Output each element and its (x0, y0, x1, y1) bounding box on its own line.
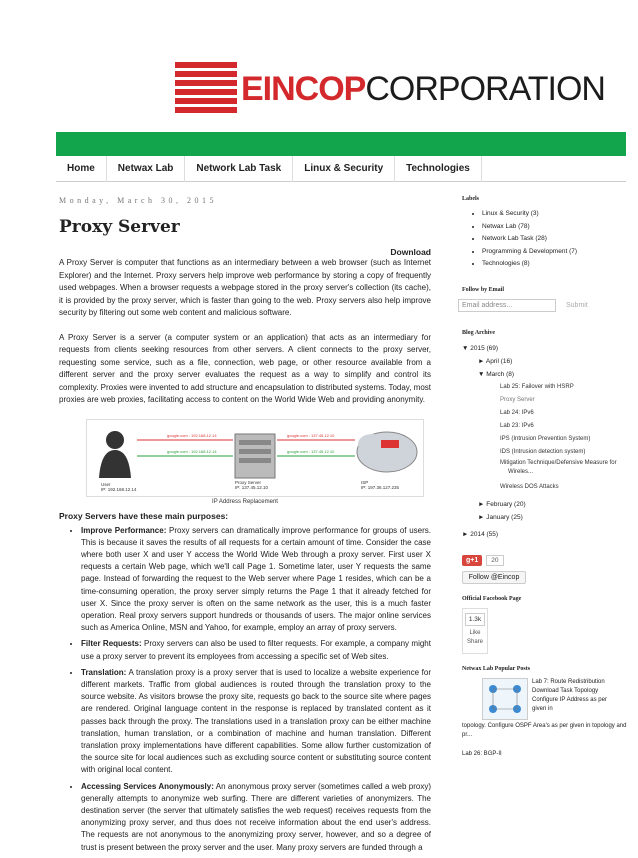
proxy-label: Proxy Server (235, 479, 262, 485)
user-icon (99, 431, 131, 478)
proxy-server-icon (235, 434, 275, 478)
google-plus-count: 20 (486, 555, 503, 566)
archive-post-link[interactable]: IPS (Intrusion Prevention System) (500, 435, 591, 442)
facebook-heading: Official Facebook Page (462, 595, 522, 602)
response-label-1: google.com : 192.168.12.14 (167, 448, 217, 454)
list-item (81, 667, 431, 777)
response-label-2: google.com : 137.45.12.10 (287, 448, 335, 454)
label-link[interactable]: • Network Lab Task (28) (482, 233, 632, 246)
facebook-like-button[interactable]: Like (469, 629, 481, 636)
nav-netwax-lab[interactable]: Netwax Lab (107, 156, 186, 182)
sidebar (462, 196, 632, 759)
nav-network-lab-task[interactable]: Network Lab Task (185, 156, 293, 182)
email-subscribe (458, 299, 632, 312)
popular-post-title[interactable]: Lab 26: BGP-II (462, 750, 502, 757)
labels-list (482, 208, 632, 271)
list-item (81, 638, 431, 662)
item-text: Proxy servers can dramatically improve performance for groups of users. This is because it saves the results of all requests for a certain amount of time. Consider the case where both user X and user Y access the World Wide Web through a proxy server. First user X requests a certain Web page, which we'll call Page 1. Sometime later, user Y requests the same page. Instead of forwarding the request to the Web server where Page 1 resides, which can be a time-consuming operation, the proxy server simply returns the Page 1 that it already fetched for user X. Since the proxy server is often on the same network as the user, this is a much faster operation. Real proxy servers support hundreds or thousands of users. The major online services such as America Online, MSN and Yahoo, for example, employ an array of proxy servers. (81, 525, 431, 633)
proxy-diagram (86, 419, 424, 497)
label-link[interactable]: • Netwax Lab (78) (482, 221, 632, 234)
logo-wordmark (241, 70, 605, 109)
post-paragraph: A Proxy Server is a server (a computer system or an application) that acts as an intermediary for requests from clients seeking resources from other servers. A client connects to the proxy server, requesting some service, such as a file, connection, web page, or other resource available from a different server and the proxy server evaluates the request as a way to simplify and control its complexity. Proxies were invented to add structure and encapsulation to distributed systems. Today, most proxies are web proxies, facilitating access to content on the World Wide Web and providing anonymity. (59, 332, 431, 404)
proxy-ip: IP: 137.45.12.10 (235, 484, 269, 490)
header-banner (56, 132, 626, 156)
logo-corporation: CORPORATION (365, 70, 605, 108)
submit-button[interactable]: Submit (566, 301, 588, 309)
archive-post-link[interactable]: Lab 23: IPv6 (500, 422, 534, 429)
blog-archive (462, 342, 632, 541)
request-label-1: google.com : 192.168.12.14 (167, 432, 217, 438)
label-link[interactable]: • Linux & Security (3) (482, 208, 632, 221)
archive-month-february[interactable]: ► February (20) (478, 500, 526, 508)
archive-post-link[interactable]: Mitigation Technique/Defensive Measure for Wireles... (500, 459, 617, 475)
post-date: Monday, March 30, 2015 (59, 196, 218, 205)
popular-post-text (532, 678, 607, 720)
diagram-svg (87, 420, 423, 496)
archive-post-link[interactable]: IDS (Intrusion detection system) (500, 448, 586, 455)
post-title[interactable]: Proxy Server (59, 217, 180, 237)
item-text: An anonymous proxy server (sometimes called a web proxy) generally attempts to anonymize web surfing. There are different varieties of anonymizers. The destination server (the server that ultimately satisfies the web request) receives requests from the anonymizing proxy server, and thus does not receive information about the end user's address. The requests are not anonymous to the anonymizing proxy server, however, and so a degree of trust is present between the proxy server and the user. Many proxy servers are funded through a (81, 781, 431, 852)
logo-eincop: EINCOP (241, 70, 366, 108)
nav-home[interactable]: Home (56, 156, 107, 182)
follow-email-heading: Follow by Email (462, 286, 505, 293)
main-nav (56, 156, 626, 182)
topology-thumbnail-icon (483, 679, 527, 719)
archive-heading: Blog Archive (462, 329, 496, 336)
diagram-caption: IP Address Replacement (212, 498, 278, 505)
isp-ip: IP: 197.36.127.235 (361, 484, 400, 490)
internet-cloud-icon (357, 432, 417, 472)
google-plus-widget (462, 555, 632, 566)
item-text: A translation proxy is a proxy server that is used to localize a website experience for different markets. Traffic from global audiences is routed through the translation proxy to the source website. As visitors browse the proxy site, requests go back to the source site where pages are rendered. Original language content in the response is replaced by translated content as it passes back through the proxy. The translations used in a translation proxy can be either machine translation, human translation, or a combination of machine and human translation. Different translation proxy implementations have different capabilities. Some allow further customization of the source site for local audiences such as excluding source content or substituting source content with original local content. (81, 667, 431, 775)
item-term: Translation: (81, 667, 127, 677)
popular-post-thumbnail[interactable] (482, 678, 528, 720)
user-ip: IP: 192.168.12.14 (101, 486, 137, 492)
popular-posts-heading: Netwax Lab Popular Posts (462, 665, 531, 672)
archive-month-april[interactable]: ► April (16) (478, 357, 513, 365)
download-link[interactable]: Download (390, 247, 431, 257)
google-plus-button[interactable]: g+1 (462, 555, 482, 566)
facebook-like-count: 1.3k (465, 613, 485, 626)
item-term: Filter Requests: (81, 639, 142, 649)
archive-year-2014[interactable]: ► 2014 (55) (462, 530, 499, 538)
post-column (59, 190, 431, 858)
label-link[interactable]: • Programming & Development (7) (482, 246, 632, 259)
list-item (81, 781, 431, 854)
item-term: Improve Performance: (81, 525, 167, 535)
follow-twitter-button[interactable]: Follow @Eincop (462, 571, 526, 584)
archive-post-link[interactable]: Lab 25: Failover with HSRP (500, 383, 574, 390)
item-term: Accessing Services Anonymously: (81, 781, 214, 791)
labels-heading: Labels (462, 196, 480, 202)
isp-label: ISP (361, 479, 369, 485)
facebook-share-button[interactable]: Share (466, 638, 483, 645)
popular-post-desc: Download Task Topology Configure IP Address as per given in (532, 687, 607, 712)
site-logo[interactable] (175, 58, 605, 118)
nav-technologies[interactable]: Technologies (395, 156, 482, 182)
post-paragraph: A Proxy Server is computer that functions as an intermediary between a web browser (such as Internet Explorer) and the Internet. Proxy servers help improve web performance by storing a copy of frequently used webpages. When a browser requests a webpage stored in the proxy server's collection (its cache), it is provided by the proxy server, which is faster than going to the web. Proxy servers also help improve security by filtering out some web content and malicious software. (59, 258, 431, 317)
popular-post-desc-cont: topology. Configure OSPF Area's as per given in topology and pr... (462, 722, 627, 738)
popular-post-title[interactable]: Lab 7: Route Redistribution (532, 678, 605, 685)
archive-month-march[interactable]: ▼ March (8) (478, 370, 515, 378)
item-text: Proxy servers can also be used to filter requests. For example, a company might use a proxy server to prevent its employees from accessing a specific set of Web sites. (81, 639, 431, 661)
email-input[interactable]: Email address... (458, 299, 556, 312)
archive-post-link[interactable]: Proxy Server (500, 396, 535, 403)
request-label-2: google.com : 137.45.12.10 (287, 432, 335, 438)
popular-post[interactable] (462, 678, 632, 720)
archive-month-january[interactable]: ► January (25) (478, 513, 523, 521)
nav-linux-security[interactable]: Linux & Security (293, 156, 395, 182)
archive-post-link[interactable]: Wireless DOS Attacks (500, 483, 559, 490)
archive-post-link[interactable]: Lab 24: IPv6 (500, 409, 534, 416)
purposes-list (81, 525, 431, 854)
label-link[interactable]: • Technologies (8) (482, 258, 632, 271)
logo-mark (175, 62, 237, 114)
list-item (81, 525, 431, 635)
facebook-like-box (462, 608, 488, 654)
user-label: User (101, 481, 111, 487)
purposes-heading: Proxy Servers have these main purposes: (59, 510, 229, 521)
archive-year-2015[interactable]: ▼ 2015 (69) (462, 344, 499, 352)
